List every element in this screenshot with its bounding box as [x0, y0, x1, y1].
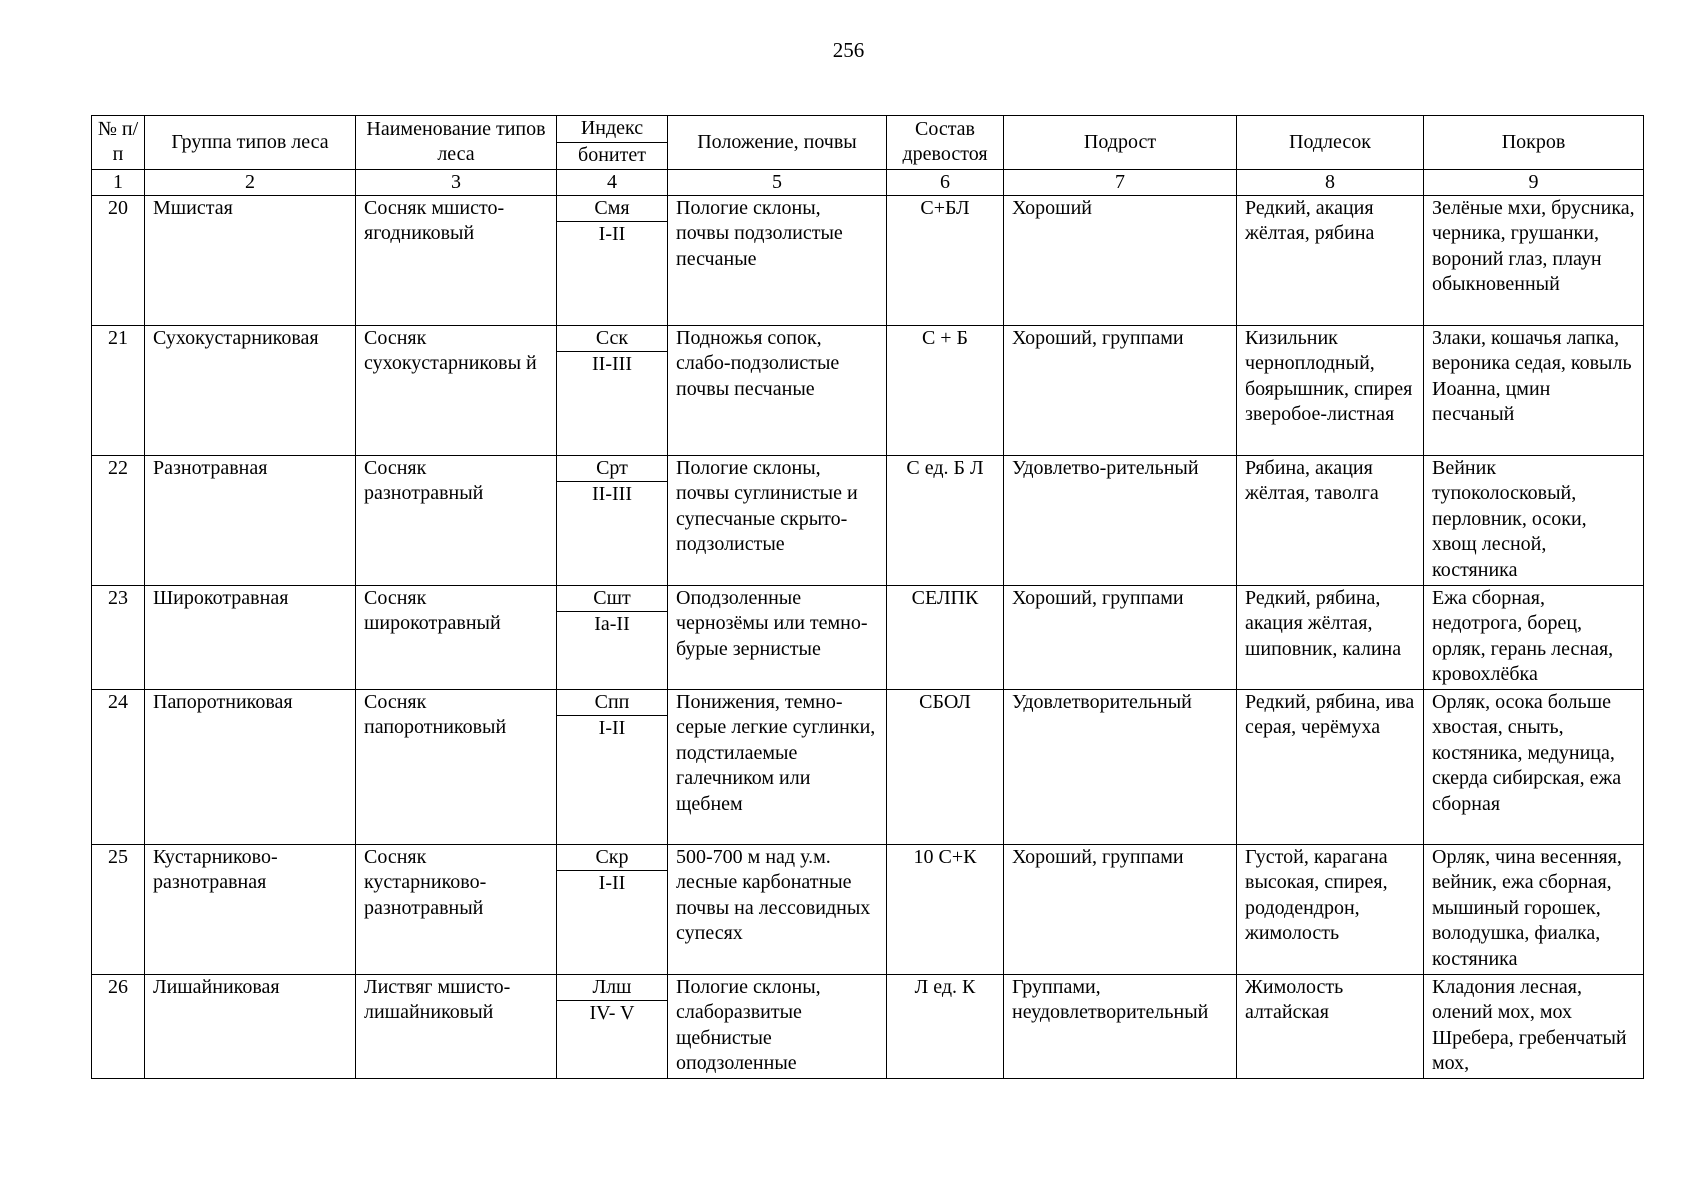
forest-group: Разнотравная	[145, 455, 356, 585]
ground-cover: Ежа сборная, недотрога, борец, орляк, герань лесная, кровохлёбка	[1424, 585, 1644, 689]
table-row	[92, 974, 1644, 1000]
column-number: 8	[1237, 169, 1424, 195]
ground-cover: Орляк, чина весенняя, вейник, ежа сборная, мышиный горошек, володушка, фиалка, костяника	[1424, 844, 1644, 974]
undergrowth: Хороший, группами	[1004, 585, 1237, 689]
bonitet: I-II	[557, 870, 668, 974]
underwood: Кизильник черноплодный, боярышник, спирея зверобое-листная	[1237, 325, 1424, 455]
header-composition: Состав древостоя	[887, 116, 1004, 170]
bonitet: IV- V	[557, 1000, 668, 1078]
stand-composition: СЕЛПК	[887, 585, 1004, 689]
undergrowth: Хороший, группами	[1004, 325, 1237, 455]
bonitet: Ia-II	[557, 611, 668, 689]
header-name: Наименование типов леса	[356, 116, 557, 170]
forest-type-name: Сосняк папоротниковый	[356, 689, 557, 844]
underwood: Густой, карагана высокая, спирея, рододендрон, жимолость	[1237, 844, 1424, 974]
underwood: Жимолость алтайская	[1237, 974, 1424, 1078]
row-number: 25	[92, 844, 145, 974]
forest-group: Мшистая	[145, 195, 356, 325]
column-number: 6	[887, 169, 1004, 195]
column-number: 3	[356, 169, 557, 195]
forest-group: Лишайниковая	[145, 974, 356, 1078]
row-number: 21	[92, 325, 145, 455]
underwood: Редкий, рябина, акация жёлтая, шиповник, калина	[1237, 585, 1424, 689]
header-cover: Покров	[1424, 116, 1644, 170]
table-row	[92, 844, 1644, 870]
column-number: 1	[92, 169, 145, 195]
table-row	[92, 325, 1644, 351]
undergrowth: Хороший	[1004, 195, 1237, 325]
underwood: Рябина, акация жёлтая, таволга	[1237, 455, 1424, 585]
forest-type-index: Ллш	[557, 974, 668, 1000]
forest-type-index: Спп	[557, 689, 668, 715]
row-number: 22	[92, 455, 145, 585]
forest-type-name: Сосняк кустарниково-разнотравный	[356, 844, 557, 974]
bonitet: I-II	[557, 715, 668, 844]
forest-types-table	[91, 115, 1644, 1079]
forest-type-name: Сосняк широкотравный	[356, 585, 557, 689]
stand-composition: С + Б	[887, 325, 1004, 455]
ground-cover: Зелёные мхи, брусника, черника, грушанки, вороний глаз, плаун обыкновенный	[1424, 195, 1644, 325]
header-undergrowth: Подрост	[1004, 116, 1237, 170]
forest-type-index: Скр	[557, 844, 668, 870]
table-row	[92, 455, 1644, 481]
column-number: 7	[1004, 169, 1237, 195]
column-number-row	[92, 169, 1644, 195]
table-header	[92, 116, 1644, 196]
page-number: 256	[832, 38, 865, 62]
forest-type-name: Листвяг мшисто-лишайниковый	[356, 974, 557, 1078]
header-index: Индекс	[557, 116, 668, 143]
forest-type-name: Сосняк мшисто-ягодниковый	[356, 195, 557, 325]
row-number: 20	[92, 195, 145, 325]
forest-type-index: Смя	[557, 195, 668, 221]
bonitet: II-III	[557, 481, 668, 585]
forest-group: Папоротниковая	[145, 689, 356, 844]
forest-group: Широкотравная	[145, 585, 356, 689]
column-number: 9	[1424, 169, 1644, 195]
position-soils: Пологие склоны, почвы подзолистые песчаные	[668, 195, 887, 325]
column-number: 5	[668, 169, 887, 195]
header-bonitet: бонитет	[557, 143, 668, 170]
underwood: Редкий, акация жёлтая, рябина	[1237, 195, 1424, 325]
forest-group: Сухокустарниковая	[145, 325, 356, 455]
forest-type-index: Сск	[557, 325, 668, 351]
ground-cover: Вейник тупоколосковый, перловник, осоки, хвощ лесной, костяника	[1424, 455, 1644, 585]
ground-cover: Злаки, кошачья лапка, вероника седая, ковыль Иоанна, цмин песчаный	[1424, 325, 1644, 455]
forest-type-name: Сосняк разнотравный	[356, 455, 557, 585]
column-number: 2	[145, 169, 356, 195]
stand-composition: Л ед. К	[887, 974, 1004, 1078]
undergrowth: Удовлетво-рительный	[1004, 455, 1237, 585]
row-number: 23	[92, 585, 145, 689]
bonitet: II-III	[557, 351, 668, 455]
position-soils: 500-700 м над у.м. лесные карбонатные почвы на лессовидных супесях	[668, 844, 887, 974]
forest-type-name: Сосняк сухокустарниковы й	[356, 325, 557, 455]
undergrowth: Хороший, группами	[1004, 844, 1237, 974]
header-underwood: Подлесок	[1237, 116, 1424, 170]
forest-type-index: Сшт	[557, 585, 668, 611]
forest-group: Кустарниково-разнотравная	[145, 844, 356, 974]
position-soils: Пологие склоны, слаборазвитые щебнистые оподзоленные	[668, 974, 887, 1078]
undergrowth: Группами, неудовлетворительный	[1004, 974, 1237, 1078]
header-num: № п/п	[92, 116, 145, 170]
bonitet: I-II	[557, 221, 668, 325]
underwood: Редкий, рябина, ива серая, черёмуха	[1237, 689, 1424, 844]
stand-composition: С+БЛ	[887, 195, 1004, 325]
ground-cover: Орляк, осока больше хвостая, сныть, костяника, медуница, скерда сибирская, ежа сборная	[1424, 689, 1644, 844]
table-body	[92, 195, 1644, 1078]
ground-cover: Кладония лесная, олений мох, мох Шребера, гребенчатый мох,	[1424, 974, 1644, 1078]
stand-composition: СБОЛ	[887, 689, 1004, 844]
undergrowth: Удовлетворительный	[1004, 689, 1237, 844]
position-soils: Пологие склоны, почвы суглинистые и супесчаные скрыто-подзолистые	[668, 455, 887, 585]
table-row	[92, 689, 1644, 715]
position-soils: Оподзоленные чернозёмы или темно-бурые зернистые	[668, 585, 887, 689]
position-soils: Подножья сопок, слабо-подзолистые почвы песчаные	[668, 325, 887, 455]
header-group: Группа типов леса	[145, 116, 356, 170]
stand-composition: С ед. Б Л	[887, 455, 1004, 585]
row-number: 24	[92, 689, 145, 844]
header-position: Положение, почвы	[668, 116, 887, 170]
row-number: 26	[92, 974, 145, 1078]
stand-composition: 10 С+К	[887, 844, 1004, 974]
table-row	[92, 195, 1644, 221]
position-soils: Понижения, темно-серые легкие суглинки, подстилаемые галечником или щебнем	[668, 689, 887, 844]
forest-type-index: Срт	[557, 455, 668, 481]
column-number: 4	[557, 169, 668, 195]
table-row	[92, 585, 1644, 611]
